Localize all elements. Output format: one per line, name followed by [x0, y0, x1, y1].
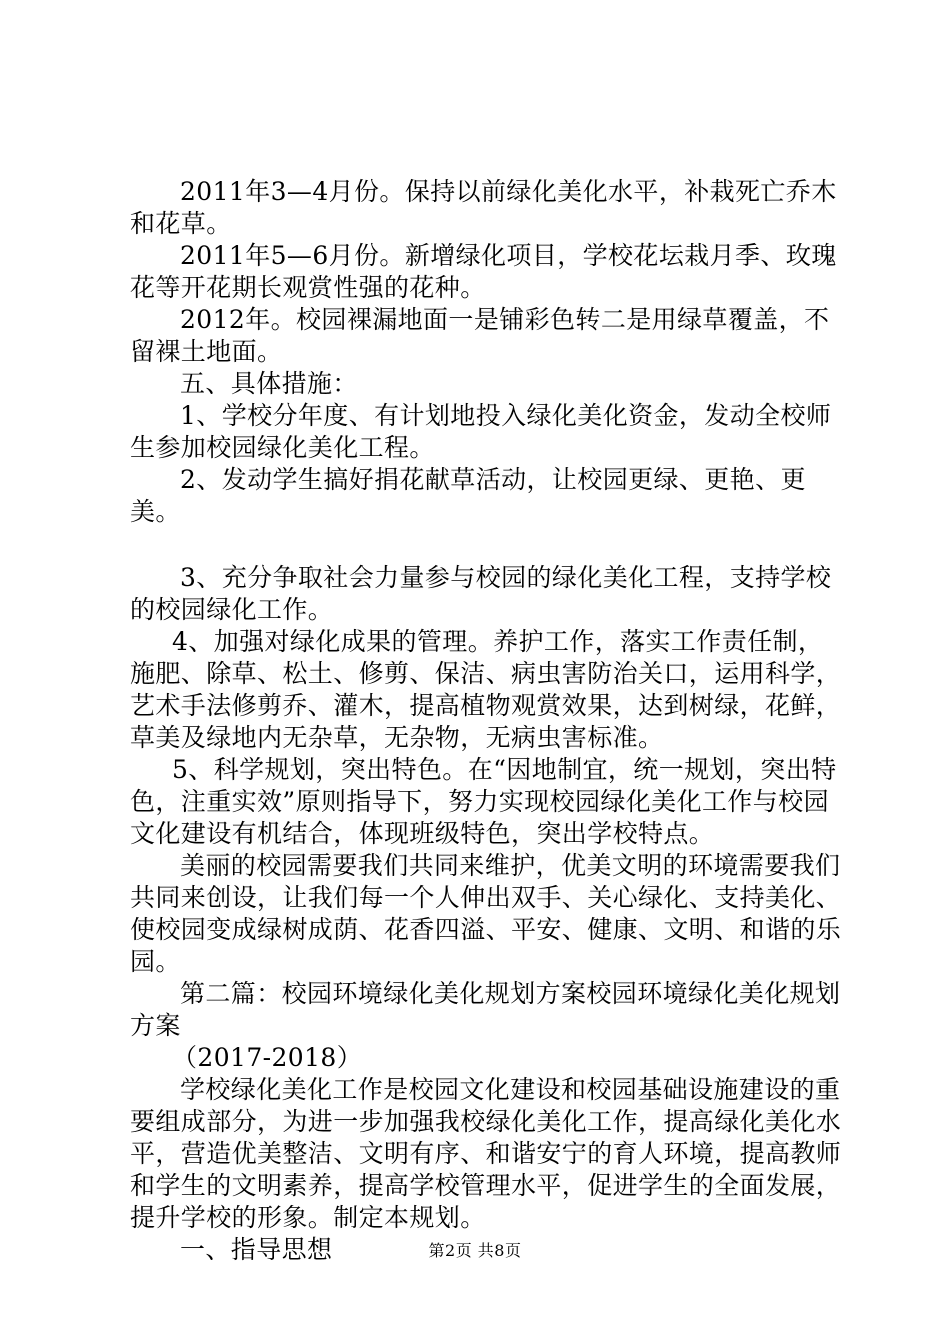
section-heading-measures: 五、具体措施：	[180, 369, 358, 398]
document-body	[130, 176, 845, 1266]
paragraph-measure-2: 2、发动学生搞好捐花献草活动，让校园更绿、更艳、更美。	[130, 465, 806, 526]
paragraph-closing: 美丽的校园需要我们共同来维护，优美文明的环境需要我们共同来创设，让我们每一个人伸出双手、关心绿化、支持美化、使校园变成绿树成荫、花香四溢、平安、健康、文明、和谐的乐园。	[130, 851, 842, 976]
paragraph-plan-2012: 2012年。校园裸漏地面一是铺彩色转二是用绿草覆盖，不留裸土地面。	[130, 305, 830, 366]
page-number-footer: 第2页 共8页	[428, 1241, 522, 1260]
section-heading-guiding-thought: 一、指导思想	[180, 1235, 333, 1264]
paragraph-plan-2011-march: 2011年3—4月份。保持以前绿化美化水平，补栽死亡乔木和花草。	[130, 177, 837, 238]
paragraph-measure-1: 1、学校分年度、有计划地投入绿化美化资金，发动全校师生参加校园绿化美化工程。	[130, 401, 832, 462]
paragraph-measure-4: 4、加强对绿化成果的管理。养护工作，落实工作责任制，施肥、除草、松土、修剪、保洁、病虫害防治关口，运用科学，艺术手法修剪乔、灌木，提高植物观赏效果，达到树绿，花鲜，草美及绿地内无杂草，无杂物，无病虫害标准。	[130, 627, 842, 752]
paragraph-plan-2011-may: 2011年5—6月份。新增绿化项目，学校花坛栽月季、玫瑰花等开花期长观赏性强的花种。	[130, 241, 837, 302]
paragraph-measure-3: 3、充分争取社会力量参与校园的绿化美化工程，支持学校的校园绿化工作。	[130, 563, 832, 624]
paragraph-measure-5: 5、科学规划，突出特色。在“因地制宜，统一规划，突出特色，注重实效”原则指导下，努力实现校园绿化美化工作与校园文化建设有机结合，体现班级特色，突出学校特点。	[130, 755, 837, 848]
blank-line	[130, 528, 845, 562]
chapter-heading-part-two: 第二篇：校园环境绿化美化规划方案校园环境绿化美化规划方案	[130, 979, 841, 1040]
paragraph-introduction: 学校绿化美化工作是校园文化建设和校园基础设施建设的重要组成部分，为进一步加强我校绿化美化工作，提高绿化美化水平，营造优美整洁、文明有序、和谐安宁的育人环境，提高教师和学生的文明素养，提高学校管理水平，促进学生的全面发展，提升学校的形象。制定本规划。	[130, 1075, 842, 1232]
chapter-year-range: （2017-2018）	[172, 1043, 363, 1072]
